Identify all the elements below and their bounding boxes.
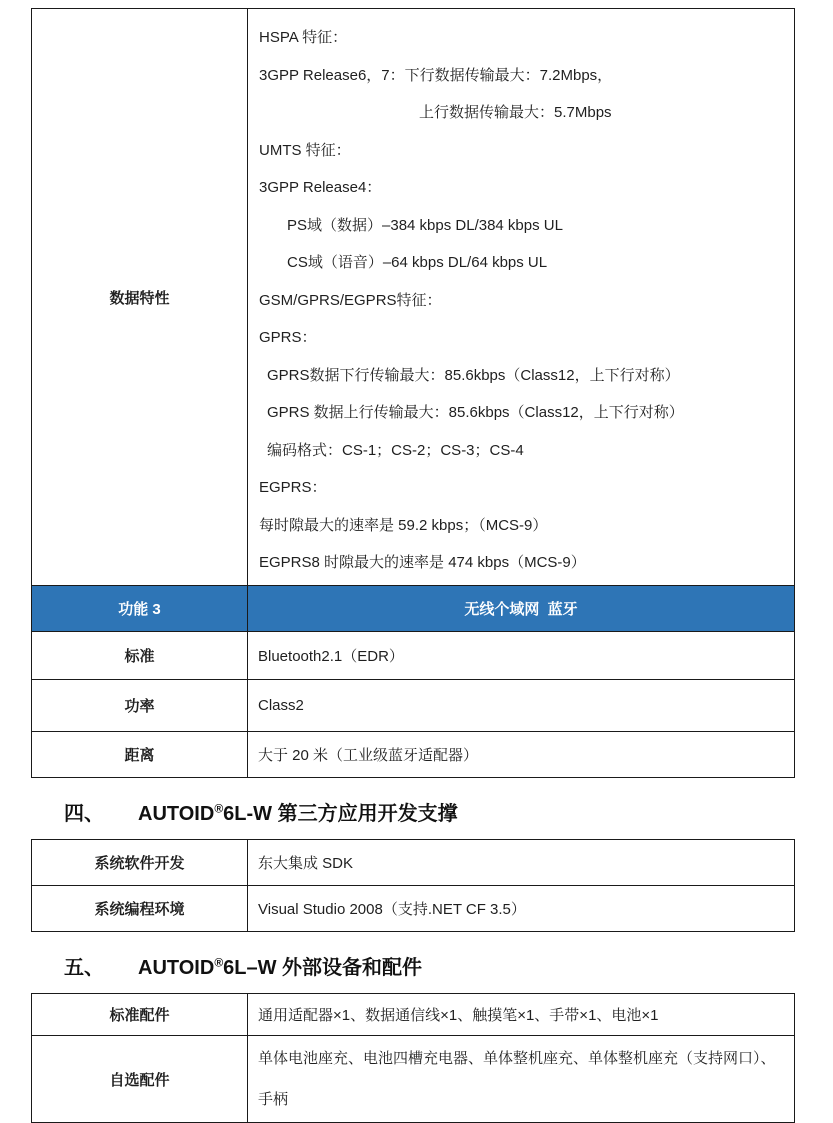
row-label-programming-env: 系统编程环境 (32, 886, 248, 932)
row-value-standard: Bluetooth2.1（EDR） (248, 632, 795, 680)
registered-trademark-mark: ® (214, 955, 224, 970)
data-characteristics-cell (248, 9, 795, 586)
spec-line: CS域（语音）–64 kbps DL/64 kbps UL (287, 254, 548, 271)
row-label-optional-accessories: 自选配件 (32, 1036, 248, 1123)
spec-line: HSPA 特征： (259, 29, 348, 46)
section-title: 6L–W 外部设备和配件 (223, 957, 423, 979)
table-row (32, 840, 795, 886)
spec-line: GPRS 数据上行传输最大：85.6kbps（Class12，上下行对称） (267, 404, 684, 421)
table-row (32, 886, 795, 932)
row-label-power: 功率 (32, 680, 248, 732)
table-row (32, 632, 795, 680)
spec-line: EGPRS： (259, 479, 327, 496)
brand-name: AUTOID (138, 803, 215, 825)
spec-line: PS域（数据）–384 kbps DL/384 kbps UL (287, 216, 563, 234)
table-row (32, 994, 795, 1036)
spec-line: 每时隙最大的速率是 59.2 kbps；（MCS-9） (259, 516, 548, 534)
section-heading-dev-support (64, 797, 833, 826)
table-row (32, 1036, 795, 1123)
table-row (32, 732, 795, 778)
row-value-standard-accessories: 通用适配器×1、数据通信线×1、触摸笔×1、手带×1、电池×1 (248, 994, 795, 1036)
row-label-data-characteristics: 数据特性 (32, 9, 248, 586)
dev-support-table (31, 839, 795, 932)
spec-line: GPRS： (259, 329, 317, 346)
row-value-distance: 大于 20 米（工业级蓝牙适配器） (248, 732, 795, 778)
spec-line: EGPRS8 时隙最大的速率是 474 kbps（MCS-9） (259, 554, 586, 571)
function-title-cell: 无线个域网 蓝牙 (248, 586, 795, 632)
row-label-standard: 标准 (32, 632, 248, 680)
accessories-table (31, 993, 795, 1123)
row-label-system-sdk: 系统软件开发 (32, 840, 248, 886)
registered-trademark-mark: ® (214, 801, 224, 816)
section-heading-accessories (64, 951, 833, 980)
table-row (32, 9, 795, 586)
row-value-power: Class2 (248, 680, 795, 732)
section-number: 四、 (64, 803, 104, 825)
row-label-standard-accessories: 标准配件 (32, 994, 248, 1036)
brand-name: AUTOID (138, 957, 215, 979)
row-value-programming-env: Visual Studio 2008（支持.NET CF 3.5） (248, 886, 795, 932)
table-row (32, 680, 795, 732)
section-title: 6L-W 第三方应用开发支撑 (223, 803, 458, 825)
row-value-optional-accessories: 单体电池座充、电池四槽充电器、单体整机座充、单体整机座充（支持网口）、手柄 (248, 1036, 795, 1123)
row-value-system-sdk: 东大集成 SDK (248, 840, 795, 886)
spec-table (31, 8, 795, 778)
spec-line: GSM/GPRS/EGPRS特征： (259, 291, 442, 309)
row-label-distance: 距离 (32, 732, 248, 778)
spec-line: 编码格式：CS-1；CS-2；CS-3；CS-4 (267, 441, 524, 459)
spec-line: 上行数据传输最大：5.7Mbps (419, 104, 612, 121)
section-number: 五、 (64, 957, 104, 979)
spec-line: 3GPP Release6，7：下行数据传输最大：7.2Mbps， (259, 66, 613, 84)
function-header-row (32, 586, 795, 632)
spec-line: UMTS 特征： (259, 141, 351, 159)
spec-line: 3GPP Release4： (259, 179, 382, 196)
spec-line: GPRS数据下行传输最大：85.6kbps（Class12，上下行对称） (267, 366, 680, 384)
function-number-cell: 功能 3 (32, 586, 248, 632)
